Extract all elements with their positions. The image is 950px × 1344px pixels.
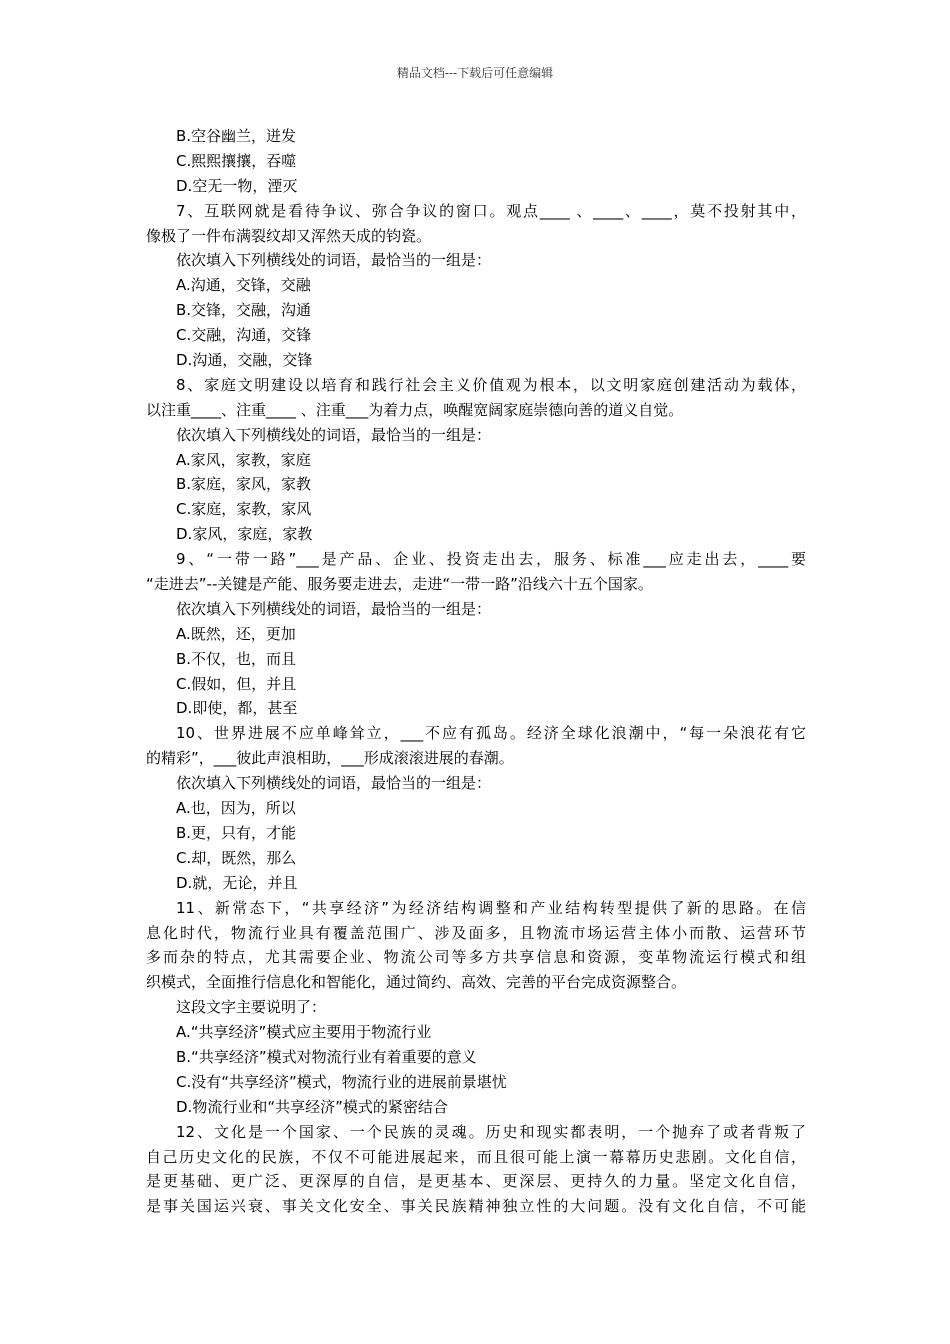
q7-option-c: C.交融，沟通，交锋 <box>176 326 312 345</box>
q9-prompt: 依次填入下列横线处的词语，最恰当的一组是： <box>176 599 492 618</box>
q8-prompt: 依次填入下列横线处的词语，最恰当的一组是： <box>176 425 492 444</box>
q11-option-b: B.“共享经济”模式对物流行业有着重要的意义 <box>176 1047 477 1066</box>
page-header: 精品文档---下载后可任意编辑 <box>396 66 554 80</box>
q11-passage-line-2: 息化时代，物流行业具有覆盖范围广、涉及面多，且物流市场运营主体小而散、运营环节 <box>146 923 806 942</box>
q8-stem-line-1: 8、家庭文明建设以培育和践行社会主义价值观为根本，以文明家庭创建活动为载体， <box>176 375 806 394</box>
q7-option-b: B.交锋，交融，沟通 <box>176 301 312 320</box>
q8-option-c: C.家庭，家教，家风 <box>176 500 312 519</box>
q6-option-d: D.空无一物，湮灭 <box>176 176 298 195</box>
q9-stem-line-1: 9、“一带一路”___是产品、企业、投资走出去，服务、标准___应走出去，____要 <box>176 550 806 569</box>
q9-option-c: C.假如，但，并且 <box>176 674 297 693</box>
q10-stem-line-2: 的精彩”，___彼此声浪相助，___形成滚滚进展的春潮。 <box>146 749 514 768</box>
q11-passage-line-1: 11、新常态下，“共享经济”为经济结构调整和产业结构转型提供了新的思路。在信 <box>176 898 806 917</box>
q9-option-a: A.既然，还，更加 <box>176 624 296 643</box>
q12-passage-line-4: 是事关国运兴衰、事关文化安全、事关民族精神独立性的大问题。没有文化自信，不可能 <box>146 1197 806 1216</box>
q6-option-b: B.空谷幽兰，迸发 <box>176 127 297 145</box>
q12-passage-line-2: 自己历史文化的民族，不仅不可能进展起来，而且很可能上演一幕幕历史悲剧。文化自信， <box>146 1147 806 1166</box>
q10-option-a: A.也，因为，所以 <box>176 799 296 818</box>
q8-stem-line-2: 以注重____、注重____ 、注重___为着力点，唤醒宽阔家庭崇德向善的道义自觉。 <box>146 400 684 419</box>
q9-option-d: D.即使，都，甚至 <box>176 699 298 718</box>
q8-option-d: D.家风，家庭，家教 <box>176 525 313 544</box>
q11-option-a: A.“共享经济”模式应主要用于物流行业 <box>176 1023 432 1042</box>
q12-passage-line-1: 12、文化是一个国家、一个民族的灵魂。历史和现实都表明，一个抛弃了或者背叛了 <box>176 1122 806 1141</box>
q11-passage-line-4: 织模式，全面推行信息化和智能化，通过简约、高效、完善的平台完成资源整合。 <box>146 973 687 992</box>
q7-option-d: D.沟通，交融，交锋 <box>176 351 313 370</box>
q7-option-a: A.沟通，交锋，交融 <box>176 276 311 295</box>
q10-option-b: B.更，只有，才能 <box>176 823 297 842</box>
q10-prompt: 依次填入下列横线处的词语，最恰当的一组是： <box>176 774 492 793</box>
q7-prompt: 依次填入下列横线处的词语，最恰当的一组是： <box>176 251 492 270</box>
q10-stem-line-1: 10、世界进展不应单峰耸立，___不应有孤岛。经济全球化浪潮中，“每一朵浪花有它 <box>176 724 806 743</box>
q11-passage-line-3: 多而杂的特点，尤其需要企业、物流公司等多方共享信息和资源，变革物流运行模式和组 <box>146 948 806 967</box>
q11-prompt: 这段文字主要说明了： <box>176 998 327 1017</box>
q12-passage-line-3: 是更基础、更广泛、更深厚的自信，是更基本、更深层、更持久的力量。坚定文化自信， <box>146 1172 806 1191</box>
q10-option-d: D.就，无论，并且 <box>176 873 298 892</box>
q11-option-c: C.没有“共享经济”模式，物流行业的进展前景堪忧 <box>176 1072 507 1091</box>
document-body <box>146 124 806 1219</box>
q9-option-b: B.不仅，也，而且 <box>176 649 297 668</box>
q9-stem-line-2: “走进去”--关键是产能、服务要走进去，走进“一带一路”沿线六十五个国家。 <box>146 575 653 594</box>
q8-option-a: A.家风，家教，家庭 <box>176 450 311 469</box>
q10-option-c: C.却，既然，那么 <box>176 848 297 867</box>
q6-option-c: C.熙熙攘攘，吞噬 <box>176 151 297 170</box>
q8-option-b: B.家庭，家风，家教 <box>176 475 312 494</box>
q7-stem-line-1: 7、互联网就是看待争议、弥合争议的窗口。观点____ 、____、____，莫不投射其中， <box>176 201 806 220</box>
q7-stem-line-2: 像极了一件布满裂纹却又浑然天成的钧瓷。 <box>146 226 432 245</box>
q11-option-d: D.物流行业和“共享经济”模式的紧密结合 <box>176 1097 448 1116</box>
